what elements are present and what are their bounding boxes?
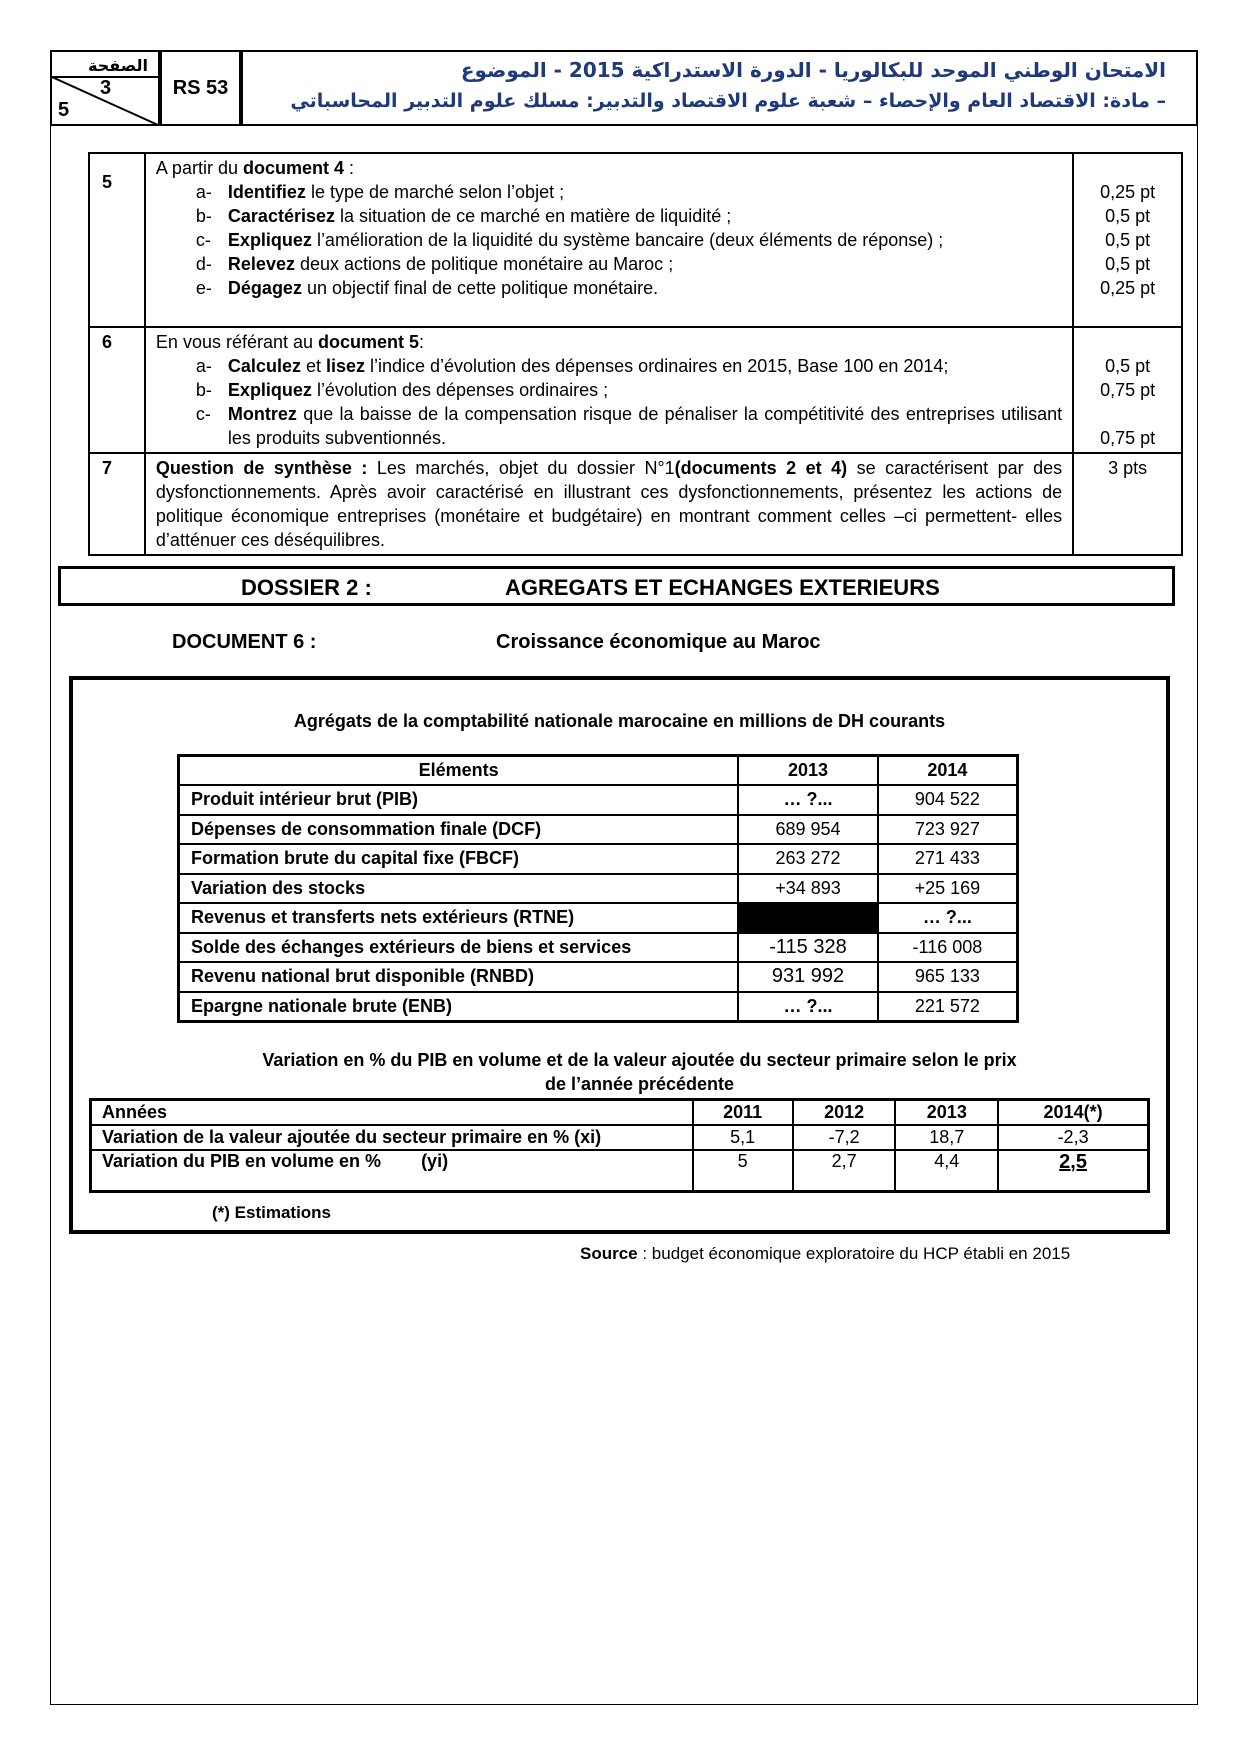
table-row: Variation du PIB en volume en % (yi) 5 2,7 4,4 2,5 [91, 1150, 1149, 1192]
page-label: الصفحة [87, 56, 148, 75]
question-number: 7 [89, 453, 145, 555]
footnote: (*) Estimations [212, 1203, 332, 1222]
question-points: 0,5 pt 0,75 pt 0,75 pt [1073, 327, 1182, 453]
table-row: Revenu national brut disponible (RNBD) 931 992 965 133 [179, 962, 1018, 992]
document-box [69, 676, 1170, 1234]
column-header: 2014 [878, 756, 1018, 786]
table-row: Variation de la valeur ajoutée du secteur primaire en % (xi) 5,1 -7,2 18,7 -2,3 [91, 1125, 1149, 1150]
dossier-banner [58, 566, 1175, 606]
table-row: Formation brute du capital fixe (FBCF) 263 272 271 433 [179, 844, 1018, 874]
question-number: 5 [89, 153, 145, 327]
table-row: Variation des stocks +34 893 +25 169 [179, 874, 1018, 904]
column-header: 2013 [738, 756, 878, 786]
question-row [89, 453, 1182, 555]
current-page: 3 [100, 77, 112, 99]
question-text: A partir du document 4 : a- Identifiez le type de marché selon l’objet ; b- Caractérisez la situation de ce marché en matière de liquidité ; c- Expliquez l’amélioration de la liquidité du système bancaire (deux éléments de réponse) ; d- Relevez deux actions de politique monétaire au Maroc ; e- Dégagez un objectif final de cette politique monétaire. [145, 153, 1073, 327]
document-label: DOCUMENT 6 : [172, 631, 317, 653]
page-number-box [50, 50, 160, 126]
dossier-label: DOSSIER 2 : [241, 575, 372, 600]
table-row: Dépenses de consommation finale (DCF) 689 954 723 927 [179, 815, 1018, 845]
table-header-row: Années 2011 2012 2013 2014(*) [91, 1100, 1149, 1125]
dossier-title: AGREGATS ET ECHANGES EXTERIEURS [505, 575, 940, 600]
masked-cell [738, 903, 878, 933]
table-row: Produit intérieur brut (PIB) … ?... 904 522 [179, 785, 1018, 815]
variation-table [89, 1098, 1150, 1193]
aggregates-table-title: Agrégats de la comptabilité nationale marocaine en millions de DH courants [293, 711, 946, 731]
synthesis-question: Question de synthèse : Les marchés, objet du dossier N°1(documents 2 et 4) se caractérisent par des dysfonctionnements. Après avoir caractérisé en illustrant ces dysfonctionnements, présentez les actions de politique économique entreprises (monétaire et budgétaire) en montrant comment celles –ci permettent- elles d’atténuer ces déséquilibres. [145, 453, 1073, 555]
variation-table-title: Variation en % du PIB en volume et de la valeur ajoutée du secteur primaire selon le prix de l’année précédente [262, 1050, 1017, 1094]
question-points: 3 pts [1073, 453, 1182, 555]
title-line-2: – مادة: الاقتصاد العام والإحصاء – شعبة علوم الاقتصاد والتدبير: مسلك علوم التدبير المحاسباتي [290, 90, 1166, 112]
exam-title [241, 50, 1198, 126]
question-row [89, 327, 1182, 453]
question-text: En vous référant au document 5: a- Calculez et lisez l’indice d’évolution des dépenses ordinaires en 2015, Base 100 en 2014; b- Expliquez l’évolution des dépenses ordinaires ; c- Montrez que la baisse de la compensation risque de pénaliser la compétitivité des entreprises utilisant les produits subventionnés. [145, 327, 1073, 453]
question-row [89, 153, 1182, 327]
aggregates-table [177, 754, 1019, 1023]
table-row: Revenus et transferts nets extérieurs (RTNE) … ?... [179, 903, 1018, 933]
question-number: 6 [89, 327, 145, 453]
table-row: Solde des échanges extérieurs de biens et services -115 328 -116 008 [179, 933, 1018, 963]
table-header-row [179, 756, 1018, 786]
question-points: 0,25 pt 0,5 pt 0,5 pt 0,5 pt 0,25 pt [1073, 153, 1182, 327]
document-title: Croissance économique au Maroc [496, 631, 821, 653]
source-note: Source : budget économique exploratoire du HCP établi en 2015 [580, 1244, 1071, 1263]
total-pages: 5 [58, 99, 70, 121]
column-header: Eléments [179, 756, 739, 786]
exam-code: RS 53 [160, 50, 241, 126]
title-line-1: الامتحان الوطني الموحد للبكالوريا - الدورة الاستدراكية 2015 - الموضوع [460, 58, 1166, 82]
questions-table [88, 152, 1183, 556]
table-row: Epargne nationale brute (ENB) … ?... 221 572 [179, 992, 1018, 1022]
